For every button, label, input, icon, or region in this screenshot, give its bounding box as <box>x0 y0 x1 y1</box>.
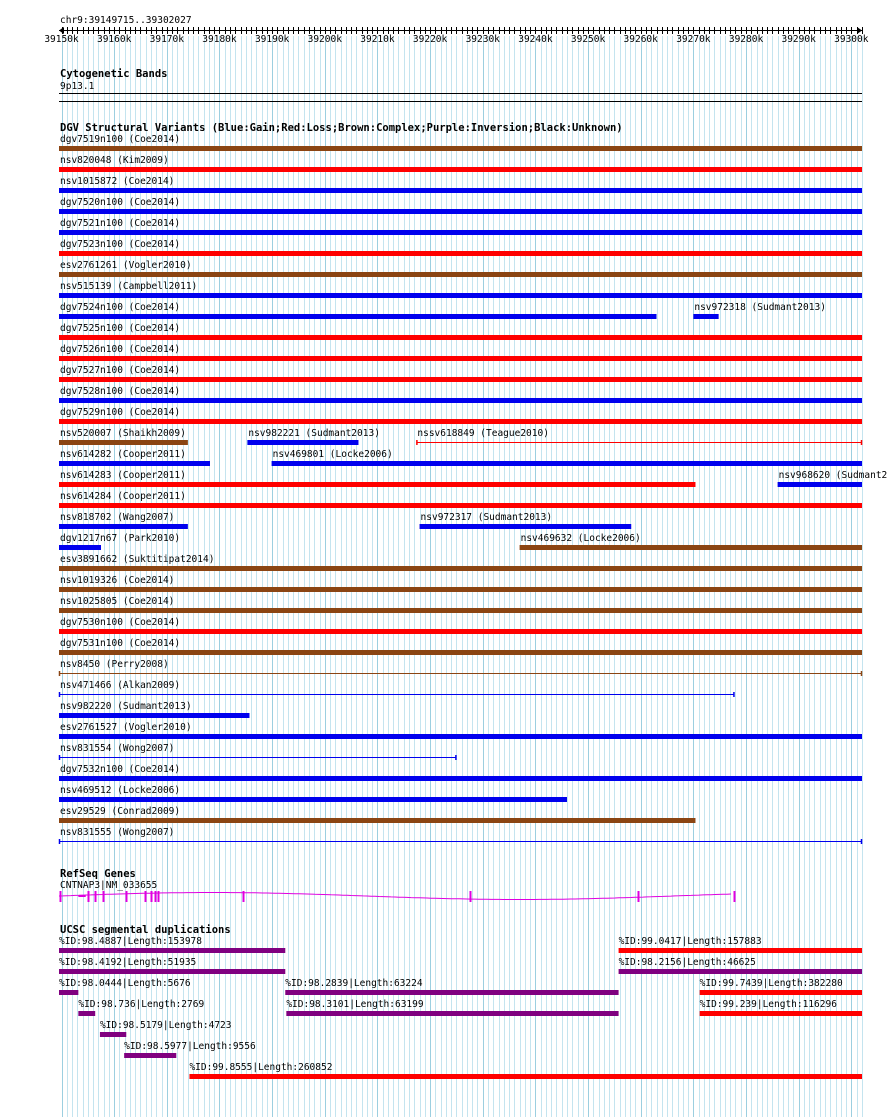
ruler-tick-label: 39280k <box>728 34 764 45</box>
variant-label[interactable]: nsv968620 (Sudmant2 <box>778 470 888 481</box>
ruler-tick-label: 39180k <box>202 34 237 45</box>
gene-label[interactable]: CNTNAP3|NM_033655 <box>60 880 158 891</box>
ruler-tick-label: 39210k <box>360 34 395 45</box>
variant-label[interactable]: dgv7526n100 (Coe2014) <box>60 344 181 355</box>
variant-label[interactable]: nsv520007 (Shaikh2009) <box>60 428 186 439</box>
ruler-tick-label: 39250k <box>570 34 606 45</box>
segdup-label[interactable]: %ID:99.239|Length:116296 <box>699 999 837 1010</box>
variant-label[interactable]: dgv7527n100 (Coe2014) <box>60 365 181 376</box>
variant-label[interactable]: nsv831555 (Wong2007) <box>60 827 175 838</box>
refseq-track-title[interactable]: RefSeq Genes <box>60 868 136 880</box>
variant-label[interactable]: nsv614284 (Cooper2011) <box>60 491 186 502</box>
segdup-label[interactable]: %ID:99.8555|Length:260852 <box>189 1062 333 1073</box>
variant-label[interactable]: dgv7520n100 (Coe2014) <box>60 197 181 208</box>
variant-label[interactable]: dgv7530n100 (Coe2014) <box>60 617 181 628</box>
ruler-tick-label: 39200k <box>307 34 342 45</box>
ruler-tick-label: 39270k <box>676 34 711 45</box>
variant-label[interactable]: nsv1015872 (Coe2014) <box>60 176 175 187</box>
ruler-tick-label: 39300k <box>834 34 869 45</box>
variant-label[interactable]: nsv515139 (Campbell2011) <box>60 281 198 292</box>
variant-label[interactable]: nsv471466 (Alkan2009) <box>60 680 181 691</box>
ruler-tick-label: 39290k <box>781 34 816 45</box>
variant-label[interactable]: dgv7519n100 (Coe2014) <box>60 134 181 145</box>
variant-label[interactable]: nsv1019326 (Coe2014) <box>60 575 175 586</box>
ruler-tick-label: 39220k <box>412 34 448 45</box>
variant-label[interactable]: nsv818702 (Wang2007) <box>60 512 175 523</box>
cytoband-label: 9p13.1 <box>60 81 95 92</box>
variant-label[interactable]: dgv7524n100 (Coe2014) <box>60 302 181 313</box>
variant-label[interactable]: dgv7525n100 (Coe2014) <box>60 323 181 334</box>
variant-label[interactable]: dgv1217n67 (Park2010) <box>60 533 181 544</box>
ruler-tick-label: 39190k <box>254 34 290 45</box>
variant-label[interactable]: dgv7529n100 (Coe2014) <box>60 407 181 418</box>
segdup-label[interactable]: %ID:98.2156|Length:46625 <box>618 957 756 968</box>
ruler-tick-label: 39230k <box>465 34 500 45</box>
segdup-label[interactable]: %ID:98.3101|Length:63199 <box>286 999 424 1010</box>
cytoband-track-title[interactable]: Cytogenetic Bands <box>60 68 168 80</box>
variant-label[interactable]: nsv831554 (Wong2007) <box>60 743 175 754</box>
variant-label[interactable]: nsv982220 (Sudmant2013) <box>60 701 192 712</box>
variant-label[interactable]: nsv469632 (Locke2006) <box>520 533 641 544</box>
variant-label[interactable]: esv2761527 (Vogler2010) <box>60 722 192 733</box>
variant-label[interactable]: esv29529 (Conrad2009) <box>60 806 181 817</box>
ruler-tick-label: 39260k <box>623 34 658 45</box>
segdup-label[interactable]: %ID:99.7439|Length:382280 <box>699 978 843 989</box>
variant-label[interactable]: nsv614283 (Cooper2011) <box>60 470 186 481</box>
position-label: chr9:39149715..39302027 <box>60 15 192 26</box>
variant-label[interactable]: nsv8450 (Perry2008) <box>60 659 169 670</box>
segdup-label[interactable]: %ID:98.5977|Length:9556 <box>124 1041 256 1052</box>
segdup-label[interactable]: %ID:98.4887|Length:153978 <box>59 936 202 947</box>
variant-label[interactable]: nssv618849 (Teague2010) <box>417 428 549 439</box>
variant-label[interactable]: dgv7532n100 (Coe2014) <box>60 764 181 775</box>
segdup-track-title[interactable]: UCSC segmental duplications <box>60 924 231 936</box>
variant-label[interactable]: nsv982221 (Sudmant2013) <box>248 428 380 439</box>
variant-label[interactable]: dgv7523n100 (Coe2014) <box>60 239 181 250</box>
segdup-label[interactable]: %ID:98.5179|Length:4723 <box>99 1020 232 1031</box>
ruler-tick-label: 39150k <box>44 34 79 45</box>
variant-label[interactable]: nsv972318 (Sudmant2013) <box>694 302 826 313</box>
variant-label[interactable]: nsv614282 (Cooper2011) <box>60 449 186 460</box>
variant-label[interactable]: nsv820048 (Kim2009) <box>60 155 169 166</box>
segdup-label[interactable]: %ID:98.0444|Length:5676 <box>59 978 191 989</box>
variant-label[interactable]: nsv972317 (Sudmant2013) <box>420 512 553 523</box>
variant-label[interactable]: dgv7528n100 (Coe2014) <box>60 386 181 397</box>
dgv-track-title[interactable]: DGV Structural Variants (Blue:Gain;Red:Loss;Brown:Complex;Purple:Inversion;Black:Unknown) <box>60 122 623 134</box>
variant-label[interactable]: nsv469801 (Locke2006) <box>272 449 393 460</box>
segdup-label[interactable]: %ID:98.736|Length:2769 <box>78 999 205 1010</box>
variant-label[interactable]: esv2761261 (Vogler2010) <box>60 260 192 271</box>
variant-label[interactable]: esv3891662 (Suktitipat2014) <box>60 554 215 565</box>
ruler-tick-label: 39240k <box>518 34 553 45</box>
ruler-tick-label: 39160k <box>96 34 132 45</box>
variant-label[interactable]: dgv7531n100 (Coe2014) <box>60 638 181 649</box>
variant-label[interactable]: nsv1025805 (Coe2014) <box>60 596 175 607</box>
segdup-label[interactable]: %ID:98.2839|Length:63224 <box>285 978 423 989</box>
segdup-label[interactable]: %ID:99.0417|Length:157883 <box>618 936 762 947</box>
variant-label[interactable]: dgv7521n100 (Coe2014) <box>60 218 181 229</box>
ruler-tick-label: 39170k <box>149 34 184 45</box>
segdup-label[interactable]: %ID:98.4192|Length:51935 <box>59 957 197 968</box>
variant-label[interactable]: nsv469512 (Locke2006) <box>60 785 181 796</box>
